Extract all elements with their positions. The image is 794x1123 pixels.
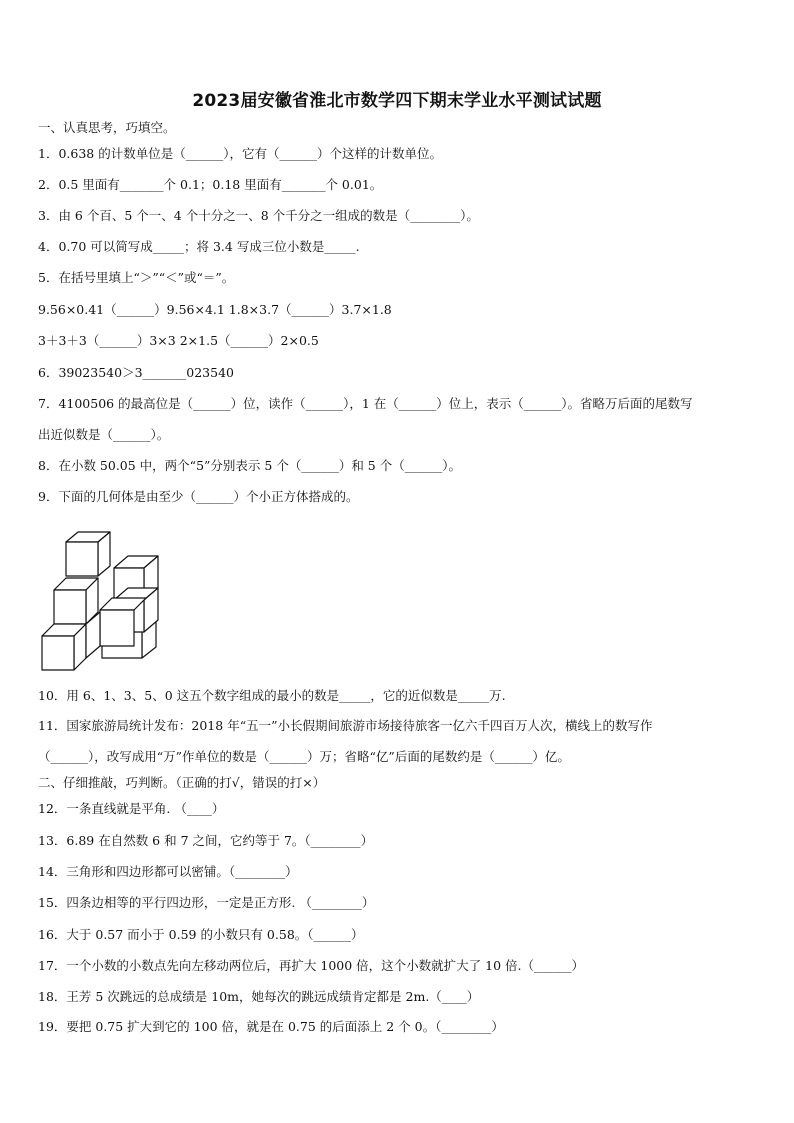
question-7: 7．4100506 的最高位是（______）位，读作（______），1 在（______）位上，表示（______）。省略万后面的尾数写: [38, 396, 693, 411]
question-2: 2．0.5 里面有_______个 0.1；0.18 里面有_______个 0.01。: [38, 177, 383, 192]
question-5: 5．在括号里填上“＞”“＜”或“＝”。: [38, 270, 235, 285]
section-1-heading: 一、认真思考，巧填空。: [38, 120, 176, 135]
question-5-row-2: 3＋3＋3（______）3×3 2×1.5（______）2×0.5: [38, 333, 319, 348]
question-17: 17．一个小数的小数点先向左移动两位后，再扩大 1000 倍，这个小数就扩大了 10 倍.（______）: [38, 958, 584, 973]
cube: [66, 532, 110, 576]
question-5-row-1: 9.56×0.41（______）9.56×4.1 1.8×3.7（______）3.7×1.8: [38, 302, 392, 317]
cube: [42, 624, 86, 670]
question-4: 4．0.70 可以简写成_____；将 3.4 写成三位小数是_____.: [38, 239, 360, 254]
section-2-heading: 二、仔细推敲，巧判断。（正确的打√，错误的打×）: [38, 775, 326, 790]
question-11: 11．国家旅游局统计发布：2018 年“五一”小长假期间旅游市场接待旅客一亿六千四百万人次，横线上的数写作: [38, 718, 653, 733]
question-6: 6．39023540＞3_______023540: [38, 365, 234, 380]
page-title: 2023届安徽省淮北市数学四下期末学业水平测试试题: [192, 91, 602, 111]
question-9: 9．下面的几何体是由至少（______）个小正方体搭成的。: [38, 489, 359, 504]
question-3: 3．由 6 个百、5 个一、4 个十分之一、8 个千分之一组成的数是（________）。: [38, 208, 479, 223]
question-10: 10．用 6、1、3、5、0 这五个数字组成的最小的数是_____，它的近似数是_____万.: [38, 688, 506, 703]
question-19: 19．要把 0.75 扩大到它的 100 倍，就是在 0.75 的后面添上 2 个 0。（________）: [38, 1019, 504, 1034]
question-1: 1．0.638 的计数单位是（______），它有（______）个这样的计数单位。: [38, 146, 442, 161]
question-12: 12．一条直线就是平角. （____）: [38, 801, 225, 816]
question-14: 14．三角形和四边形都可以密铺。（________）: [38, 864, 298, 879]
question-18: 18．王芳 5 次跳远的总成绩是 10m，她每次的跳远成绩肯定都是 2m.（____）: [38, 989, 480, 1004]
cube-stack-figure: [38, 524, 168, 676]
question-13: 13．6.89 在自然数 6 和 7 之间，它约等于 7。（________）: [38, 833, 374, 848]
question-11-cont: （______），改写成用“万”作单位的数是（______）万；省略“亿”后面的尾数约是（______）亿。: [38, 749, 570, 764]
question-15: 15．四条边相等的平行四边形，一定是正方形. （________）: [38, 895, 375, 910]
question-16: 16．大于 0.57 而小于 0.59 的小数只有 0.58。（______）: [38, 927, 364, 942]
cube: [54, 578, 98, 624]
question-8: 8．在小数 50.05 中，两个“5”分别表示 5 个（______）和 5 个（______）。: [38, 458, 461, 473]
question-7-cont: 出近似数是（______）。: [38, 427, 170, 442]
